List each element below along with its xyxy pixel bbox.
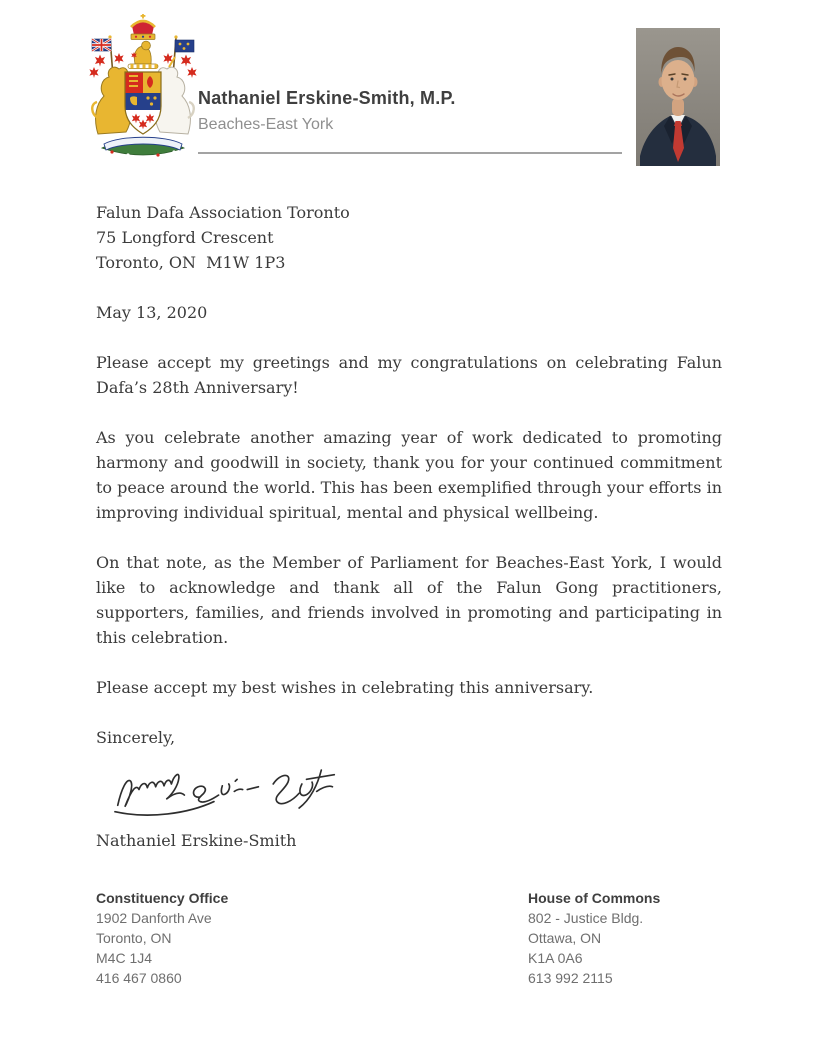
house-of-commons-line: Ottawa, ON [528, 930, 602, 946]
house-of-commons-block [528, 888, 660, 988]
body-paragraph: Please accept my best wishes in celebrating this anniversary. [96, 678, 594, 697]
letter-date: May 13, 2020 [96, 303, 208, 322]
constituency-office-line: 1902 Danforth Ave [96, 910, 212, 926]
constituency-office-line: Toronto, ON [96, 930, 172, 946]
recipient-address [96, 200, 722, 275]
closing: Sincerely, [96, 728, 176, 747]
signer-name: Nathaniel Erskine-Smith [96, 831, 297, 850]
constituency-office-phone: 416 467 0860 [96, 970, 182, 986]
house-of-commons-line: K1A 0A6 [528, 950, 583, 966]
house-of-commons-line: 802 - Justice Bldg. [528, 910, 644, 926]
recipient-line: 75 Longford Crescent [96, 228, 274, 247]
signature-image [110, 759, 342, 821]
letter-body [96, 200, 722, 853]
house-of-commons-title: House of Commons [528, 890, 661, 906]
body-paragraph: Please accept my greetings and my congratulations on celebrating Falun Dafa’s 28th Anniversary! [96, 353, 722, 397]
canada-coat-of-arms-emblem [86, 14, 200, 166]
recipient-line: Falun Dafa Association Toronto [96, 203, 350, 222]
body-paragraph: As you celebrate another amazing year of work dedicated to promoting harmony and goodwill in society, thank you for your continued commitment to peace around the world. This has been exemplified through your efforts in improving individual spiritual, mental and physical wellbeing. [96, 428, 722, 522]
header-divider [198, 152, 622, 154]
mp-name: Nathaniel Erskine-Smith, M.P. [198, 88, 456, 108]
constituency-office-line: M4C 1J4 [96, 950, 153, 966]
title-block [198, 88, 456, 134]
mp-riding: Beaches-East York [198, 116, 334, 133]
recipient-line: Toronto, ON M1W 1P3 [96, 253, 286, 272]
portrait-photo [636, 28, 720, 166]
constituency-office-title: Constituency Office [96, 890, 229, 906]
constituency-office-block [96, 888, 228, 988]
house-of-commons-phone: 613 992 2115 [528, 970, 613, 986]
body-paragraph: On that note, as the Member of Parliament for Beaches-East York, I would like to acknowledge and thank all of the Falun Gong practitioners, supporters, families, and friends involved in promoting and participating in this celebration. [96, 553, 722, 647]
